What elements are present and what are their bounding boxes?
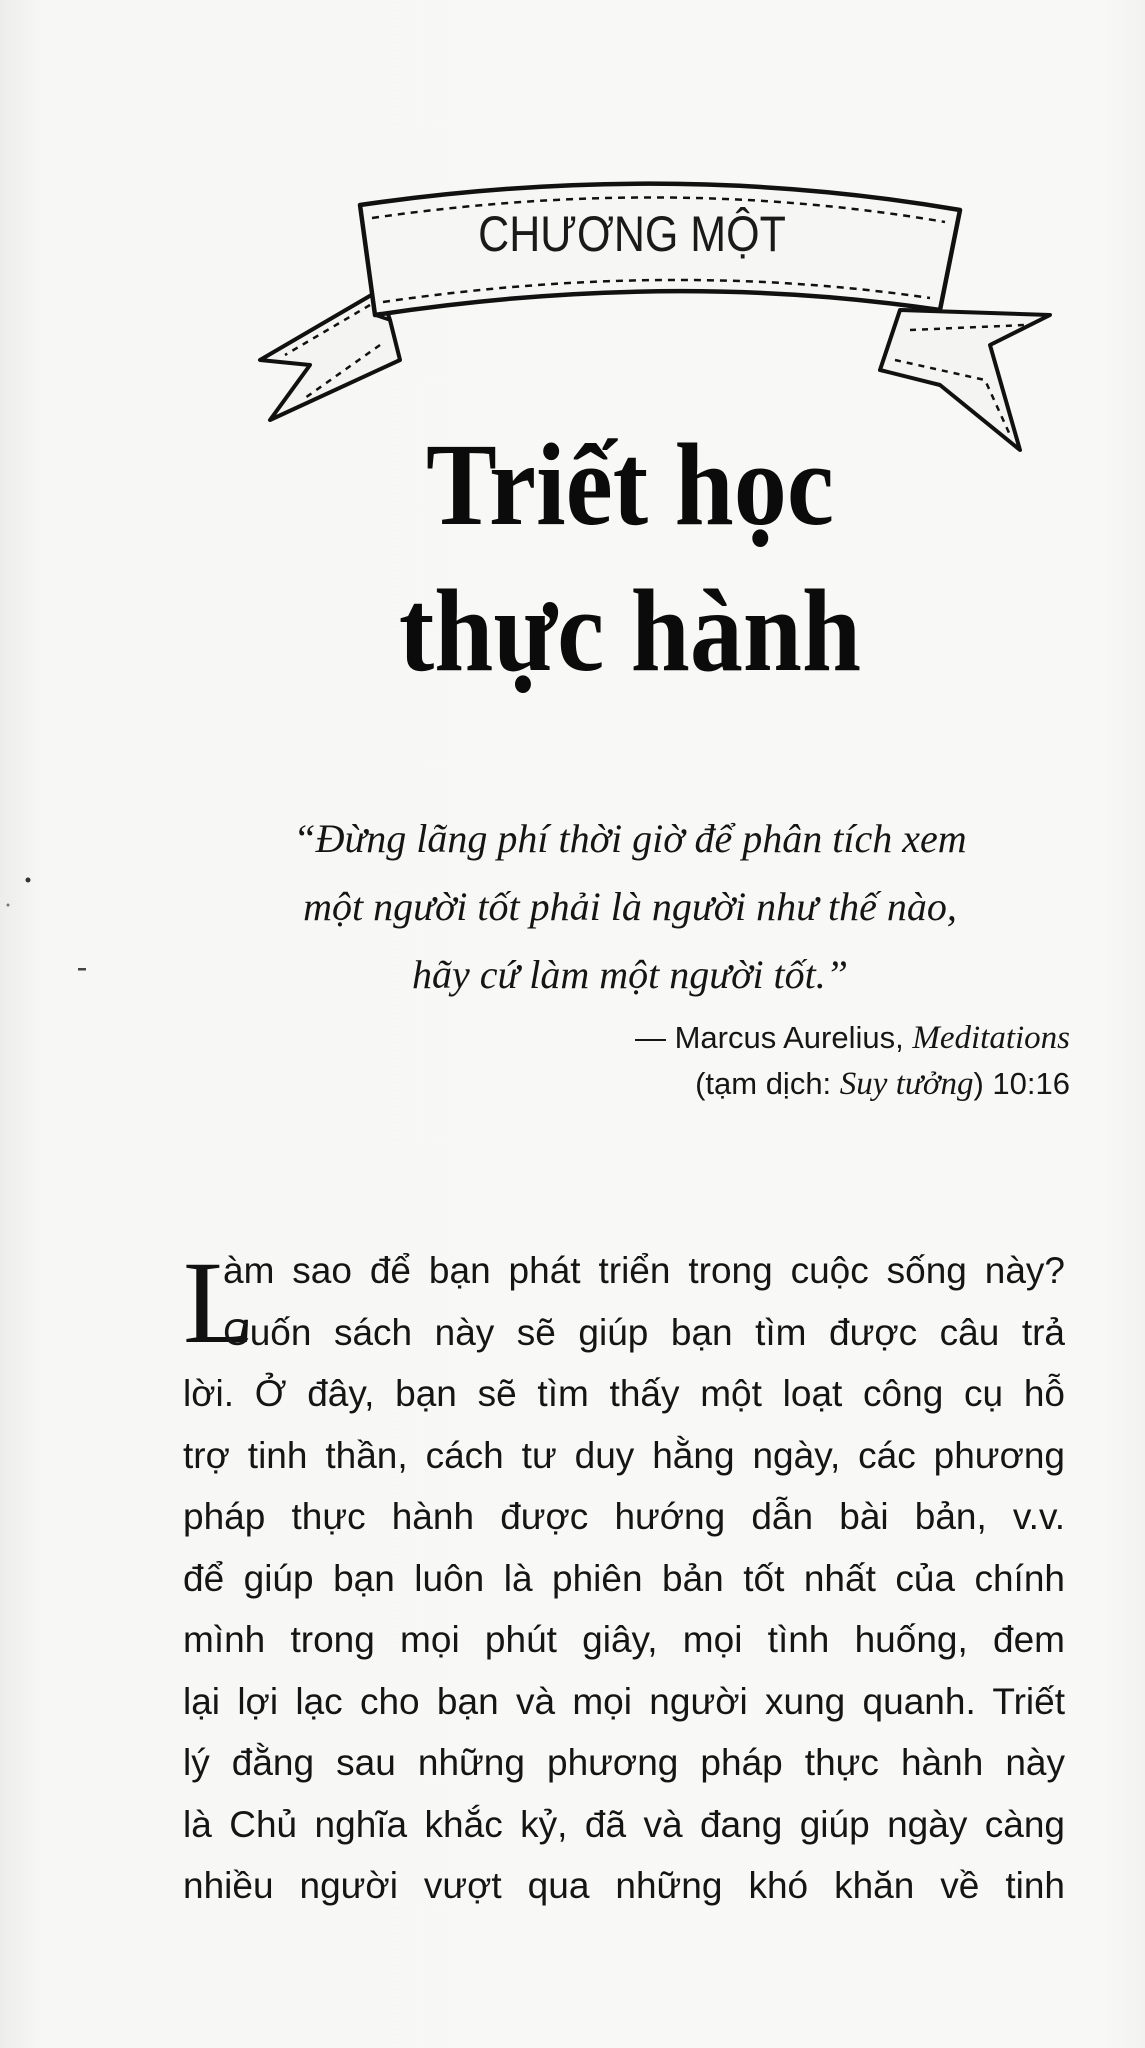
- body-line: trợ tinh thần, cách tư duy hằng ngày, các phương: [183, 1434, 1065, 1476]
- epigraph-attribution: [370, 1015, 1070, 1107]
- body-line: lời. Ở đây, bạn sẽ tìm thấy một loạt công cụ hỗ: [183, 1373, 1065, 1414]
- epigraph-line-3: hãy cứ làm một người tốt.”: [411, 952, 849, 997]
- attribution-reference: ) 10:16: [973, 1066, 1070, 1101]
- attribution-work: Meditations: [912, 1020, 1070, 1056]
- drop-cap: L: [183, 1237, 256, 1368]
- body-line: Cuốn sách này sẽ giúp bạn tìm được câu trả: [223, 1311, 1065, 1353]
- body-line: nhiều người vượt qua những khó khăn về tinh: [183, 1865, 1065, 1906]
- chapter-title: [250, 412, 1010, 704]
- chapter-label: CHƯƠNG MỘT: [478, 206, 786, 262]
- attribution-translation-line: [370, 1061, 1070, 1107]
- body-paragraph: [183, 1237, 1065, 1917]
- body-line: lại lợi lạc cho bạn và mọi người xung quanh. Triết: [183, 1680, 1065, 1722]
- body-line: lý đằng sau những phương pháp thực hành này: [183, 1742, 1065, 1783]
- epigraph-line-2: một người tốt phải là người như thế nào,: [303, 884, 957, 929]
- epigraph-line-1: “Đừng lãng phí thời giờ để phân tích xem: [293, 816, 967, 861]
- chapter-title-line-2: thực hành: [398, 565, 862, 696]
- attribution-author-line: [370, 1015, 1070, 1061]
- body-line: mình trong mọi phút giây, mọi tình huống, đem: [183, 1619, 1065, 1660]
- body-line: là Chủ nghĩa khắc kỷ, đã và đang giúp ngày càng: [183, 1803, 1065, 1845]
- body-line: để giúp bạn luôn là phiên bản tốt nhất của chính: [183, 1557, 1065, 1599]
- body-line: pháp thực hành được hướng dẫn bài bản, v.v.: [183, 1496, 1065, 1537]
- attribution-translation: Suy tưởng: [839, 1066, 974, 1102]
- attribution-translation-prefix: (tạm dịch:: [695, 1066, 840, 1101]
- body-line: àm sao để bạn phát triển trong cuộc sống này?: [223, 1250, 1065, 1291]
- attribution-author: — Marcus Aurelius,: [634, 1020, 913, 1055]
- scan-specks: [0, 850, 120, 1000]
- chapter-title-line-1: Triết học: [426, 419, 834, 550]
- epigraph-quote: [230, 805, 1030, 1009]
